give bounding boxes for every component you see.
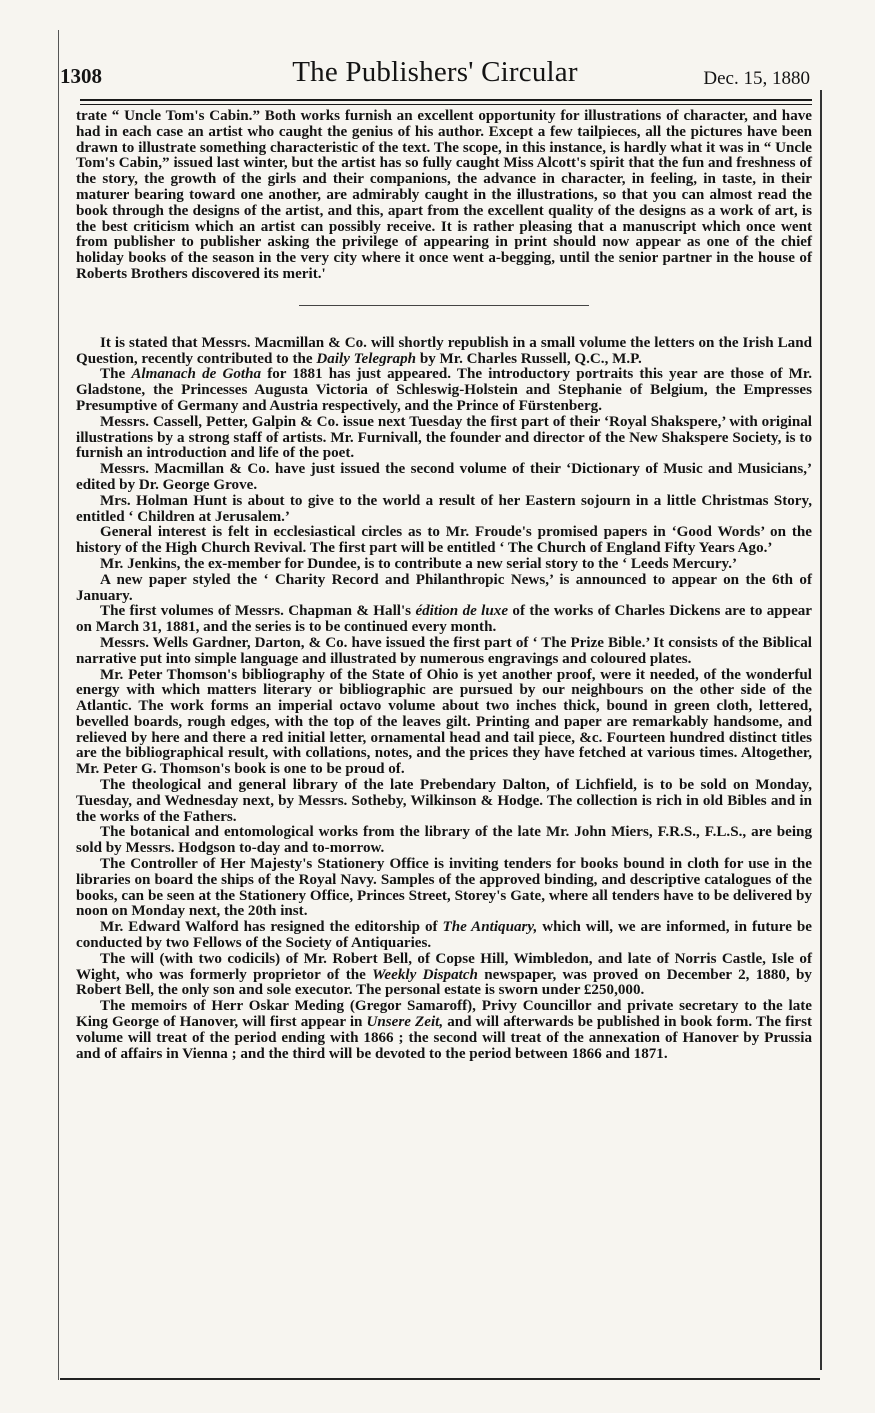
- continued-paragraph: trate “ Uncle Tom's Cabin.” Both works furnish an excellent opportunity for illustrations of character, and have had in each case an artist who caught the genius of his author. Except a few tailpieces, all the pictures have been drawn to illustrate something characteristic of the text. The scope, in this instance, is hardly what it was in “ Uncle Tom's Cabin,” issued last winter, but the artist has so fully caught Miss Alcott's spirit that the fun and freshness of the story, the growth of the girls and their companions, the advance in character, in feeling, in taste, in their maturer bearing toward one another, are admirably caught in the illustrations, so that you can almost read the book through the designs of the artist, and this, apart from the excellent quality of the designs as a work of art, is the best criticism which an artist can possibly receive. It is rather pleasing that a manuscript which once went from publisher to publisher asking the privilege of appearing in print should now appear as one of the chief holiday books of the season in the very city where it once went a-begging, until the senior partner in the house of Roberts Brothers discovered its merit.': [76, 108, 812, 282]
- page-frame-right: [820, 90, 822, 1370]
- publication-title: The Publishers' Circular: [292, 56, 578, 88]
- article-body: [76, 109, 812, 1062]
- news-item-jenkins-serial: Mr. Jenkins, the ex-member for Dundee, is to contribute a new serial story to the ‘ Leeds Mercury.’: [100, 555, 738, 572]
- news-item-meding-memoirs: The memoirs of Herr Oskar Meding (Gregor Samaroff), Privy Councillor and private secretary to the late King George of Hanover, will first appear in Unsere Zeit, and will afterwards be published in book form. The first volume will treat of the period ending with 1866 ; the second will treat of the annexation of Hanover by Prussia and of affairs in Vienna ; and the third will be devoted to the period between 1866 and 1871.: [76, 998, 813, 1062]
- news-item-froude-papers: General interest is felt in ecclesiastical circles as to Mr. Froude's promised papers in ‘Good Words’ on the history of the High Church Revival. The first part will be entitled ‘ The Church of England Fifty Years Ago.’: [76, 524, 812, 557]
- news-item-ohio-bibliography: Mr. Peter Thomson's bibliography of the State of Ohio is yet another proof, were it needed, of the wonderful energy with which matters literary or bibliographic are pursued by our neighbours on the other side of the Atlantic. The work forms an imperial octavo volume about two inches thick, bound in green cloth, lettered, bevelled boards, rough edges, with the top of the leaves gilt. Printing and paper are remarkably handsome, and relieved by here and there a red initial letter, ornamental head and tail piece, &c. Fourteen hundred distinct titles are the bibliographical result, with collations, notes, and the prices they have fetched at various times. Altogether, Mr. Peter G. Thomson's book is one to be proud of.: [76, 666, 812, 778]
- footer-rule: [60, 1378, 820, 1380]
- news-item-holman-hunt: Mrs. Holman Hunt is about to give to the world a result of her Eastern sojourn in a little Christmas Story, entitled ‘ Children at Jerusalem.’: [76, 492, 812, 525]
- news-item-charity-record: A new paper styled the ‘ Charity Record and Philanthropic News,’ is announced to appear on the 6th of January.: [76, 571, 812, 604]
- news-item-stationery-office: The Controller of Her Majesty's Stationery Office is inviting tenders for books bound in cloth for use in the libraries on board the ships of the Royal Navy. Samples of the approved binding, and descriptive catalogues of the books, can be seen at the Stationery Office, Princes Street, Storey's Gate, where all tenders have to be delivered by noon on Monday next, the 20th inst.: [76, 856, 812, 920]
- news-item-royal-shakspere: Messrs. Cassell, Petter, Galpin & Co. issue next Tuesday the first part of their ‘Royal Shakspere,’ with original illustrations by a strong staff of artists. Mr. Furnivall, the founder and director of the New Shakspere Society, is to furnish an introduction and life of the poet.: [76, 413, 812, 462]
- news-item-macmillan-irish-land: It is stated that Messrs. Macmillan & Co. will shortly republish in a small volume the letters on the Irish Land Question, recently contributed to the Daily Telegraph by Mr. Charles Russell, Q.C., M.P.: [76, 334, 812, 367]
- news-item-prize-bible: Messrs. Wells Gardner, Darton, & Co. have issued the first part of ‘ The Prize Bible.’ It consists of the Biblical narrative put into simple language and illustrated by numerous engravings and coloured plates.: [76, 634, 812, 667]
- page-frame-left: [58, 30, 59, 1380]
- section-separator: [299, 305, 589, 306]
- news-item-dickens-edition: The first volumes of Messrs. Chapman & Hall's édition de luxe of the works of Charles Dickens are to appear on March 31, 1881, and the series is to be continued every month.: [76, 603, 813, 636]
- news-item-dictionary-of-music: Messrs. Macmillan & Co. have just issued the second volume of their ‘Dictionary of Music and Musicians,’ edited by Dr. George Grove.: [76, 461, 812, 493]
- page-number: 1308: [60, 64, 102, 88]
- page-header: [60, 52, 810, 92]
- news-item-walford-antiquary: Mr. Edward Walford has resigned the editorship of The Antiquary, which will, we are informed, in future be conducted by two Fellows of the Society of Antiquaries.: [76, 919, 812, 952]
- header-rule: [80, 99, 812, 101]
- news-item-almanach-de-gotha: The Almanach de Gotha for 1881 has just appeared. The introductory portraits this year are those of Mr. Gladstone, the Princesses Augusta Victoria of Schleswig-Holstein and Stephanie of Belgium, the Empresses Presumptive of Germany and Austria respectively, and the Prince of Fürstenberg.: [76, 366, 812, 414]
- news-item-miers-library: The botanical and entomological works from the library of the late Mr. John Miers, F.R.S., F.L.S., are being sold by Messrs. Hodgson to-day and to-morrow.: [76, 824, 812, 857]
- issue-date: Dec. 15, 1880: [703, 68, 810, 89]
- header-rule-thin: [80, 104, 812, 105]
- news-item-robert-bell-will: The will (with two codicils) of Mr. Robert Bell, of Copse Hill, Wimbledon, and late of Norris Castle, Isle of Wight, who was formerly proprietor of the Weekly Dispatch newspaper, was proved on December 2, 1880, by Robert Bell, the only son and sole executor. The personal estate is sworn under £250,000.: [76, 950, 812, 999]
- news-item-dalton-library: The theological and general library of the late Prebendary Dalton, of Lichfield, is to be sold on Monday, Tuesday, and Wednesday next, by Messrs. Sotheby, Wilkinson & Hodge. The collection is rich in old Bibles and in the works of the Fathers.: [76, 777, 812, 825]
